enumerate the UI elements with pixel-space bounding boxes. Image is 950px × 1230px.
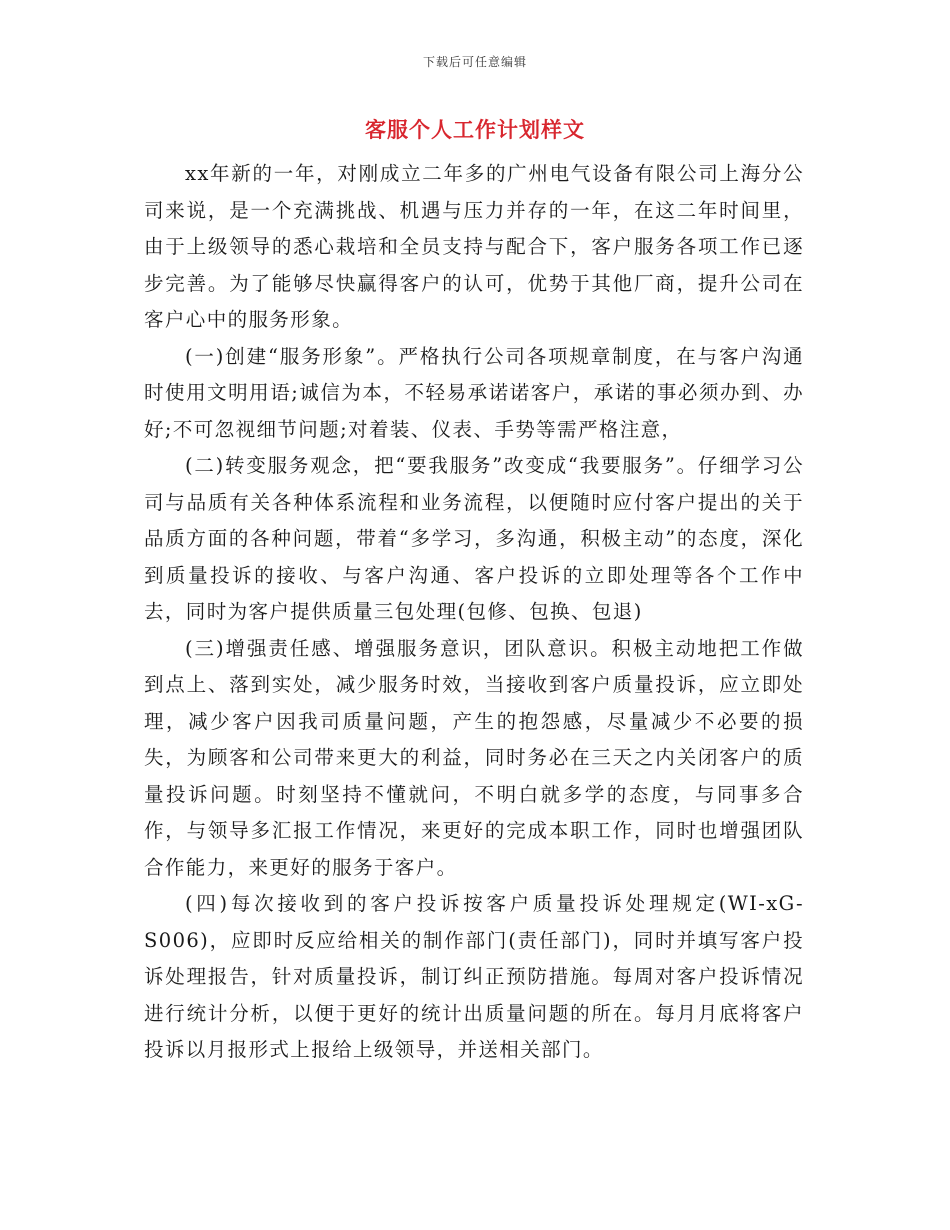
document-title: 客服个人工作计划样文	[365, 117, 585, 142]
paragraph-section-2: (二)转变服务观念，把“要我服务”改变成“我要服务”。仔细学习公司与品质有关各种体系流程和业务流程，以便随时应付客户提出的关于品质方面的各种问题，带着“多学习，多沟通，积极主动”的态度，深化到质量投诉的接收、与客户沟通、客户投诉的立即处理等各个工作中去，同时为客户提供质量三包处理(包修、包换、包退)	[144, 454, 804, 623]
paragraph-section-1: (一)创建“服务形象”。严格执行公司各项规章制度，在与客户沟通时使用文明用语;诚信为本，不轻易承诺诺客户，承诺的事必须办到、办好;不可忽视细节问题;对着装、仪表、手势等需严格注意，	[144, 344, 804, 441]
header-note: 下载后可任意编辑	[422, 55, 527, 69]
paragraph-section-4: (四)每次接收到的客户投诉按客户质量投诉处理规定(WI-xG-S006)，应即时反应给相关的制作部门(责任部门)，同时并填写客户投诉处理报告，针对质量投诉，制订纠正预防措施。每周对客户投诉情况进行统计分析，以便于更好的统计出质量问题的所在。每月月底将客户投诉以月报形式上报给上级领导，并送相关部门。	[144, 892, 804, 1061]
document-body	[144, 156, 804, 1069]
paragraph-intro: xx年新的一年，对刚成立二年多的广州电气设备有限公司上海分公司来说，是一个充满挑战、机遇与压力并存的一年，在这二年时间里，由于上级领导的悉心栽培和全员支持与配合下，客户服务各项工作已逐步完善。为了能够尽快赢得客户的认可，优势于其他厂商，提升公司在客户心中的服务形象。	[144, 162, 804, 331]
paragraph-section-3: (三)增强责任感、增强服务意识，团队意识。积极主动地把工作做到点上、落到实处，减少服务时效，当接收到客户质量投诉，应立即处理，减少客户因我司质量问题，产生的抱怨感，尽量减少不必要的损失，为顾客和公司带来更大的利益，同时务必在三天之内关闭客户的质量投诉问题。时刻坚持不懂就问，不明白就多学的态度，与同事多合作，与领导多汇报工作情况，来更好的完成本职工作，同时也增强团队合作能力，来更好的服务于客户。	[144, 636, 804, 879]
